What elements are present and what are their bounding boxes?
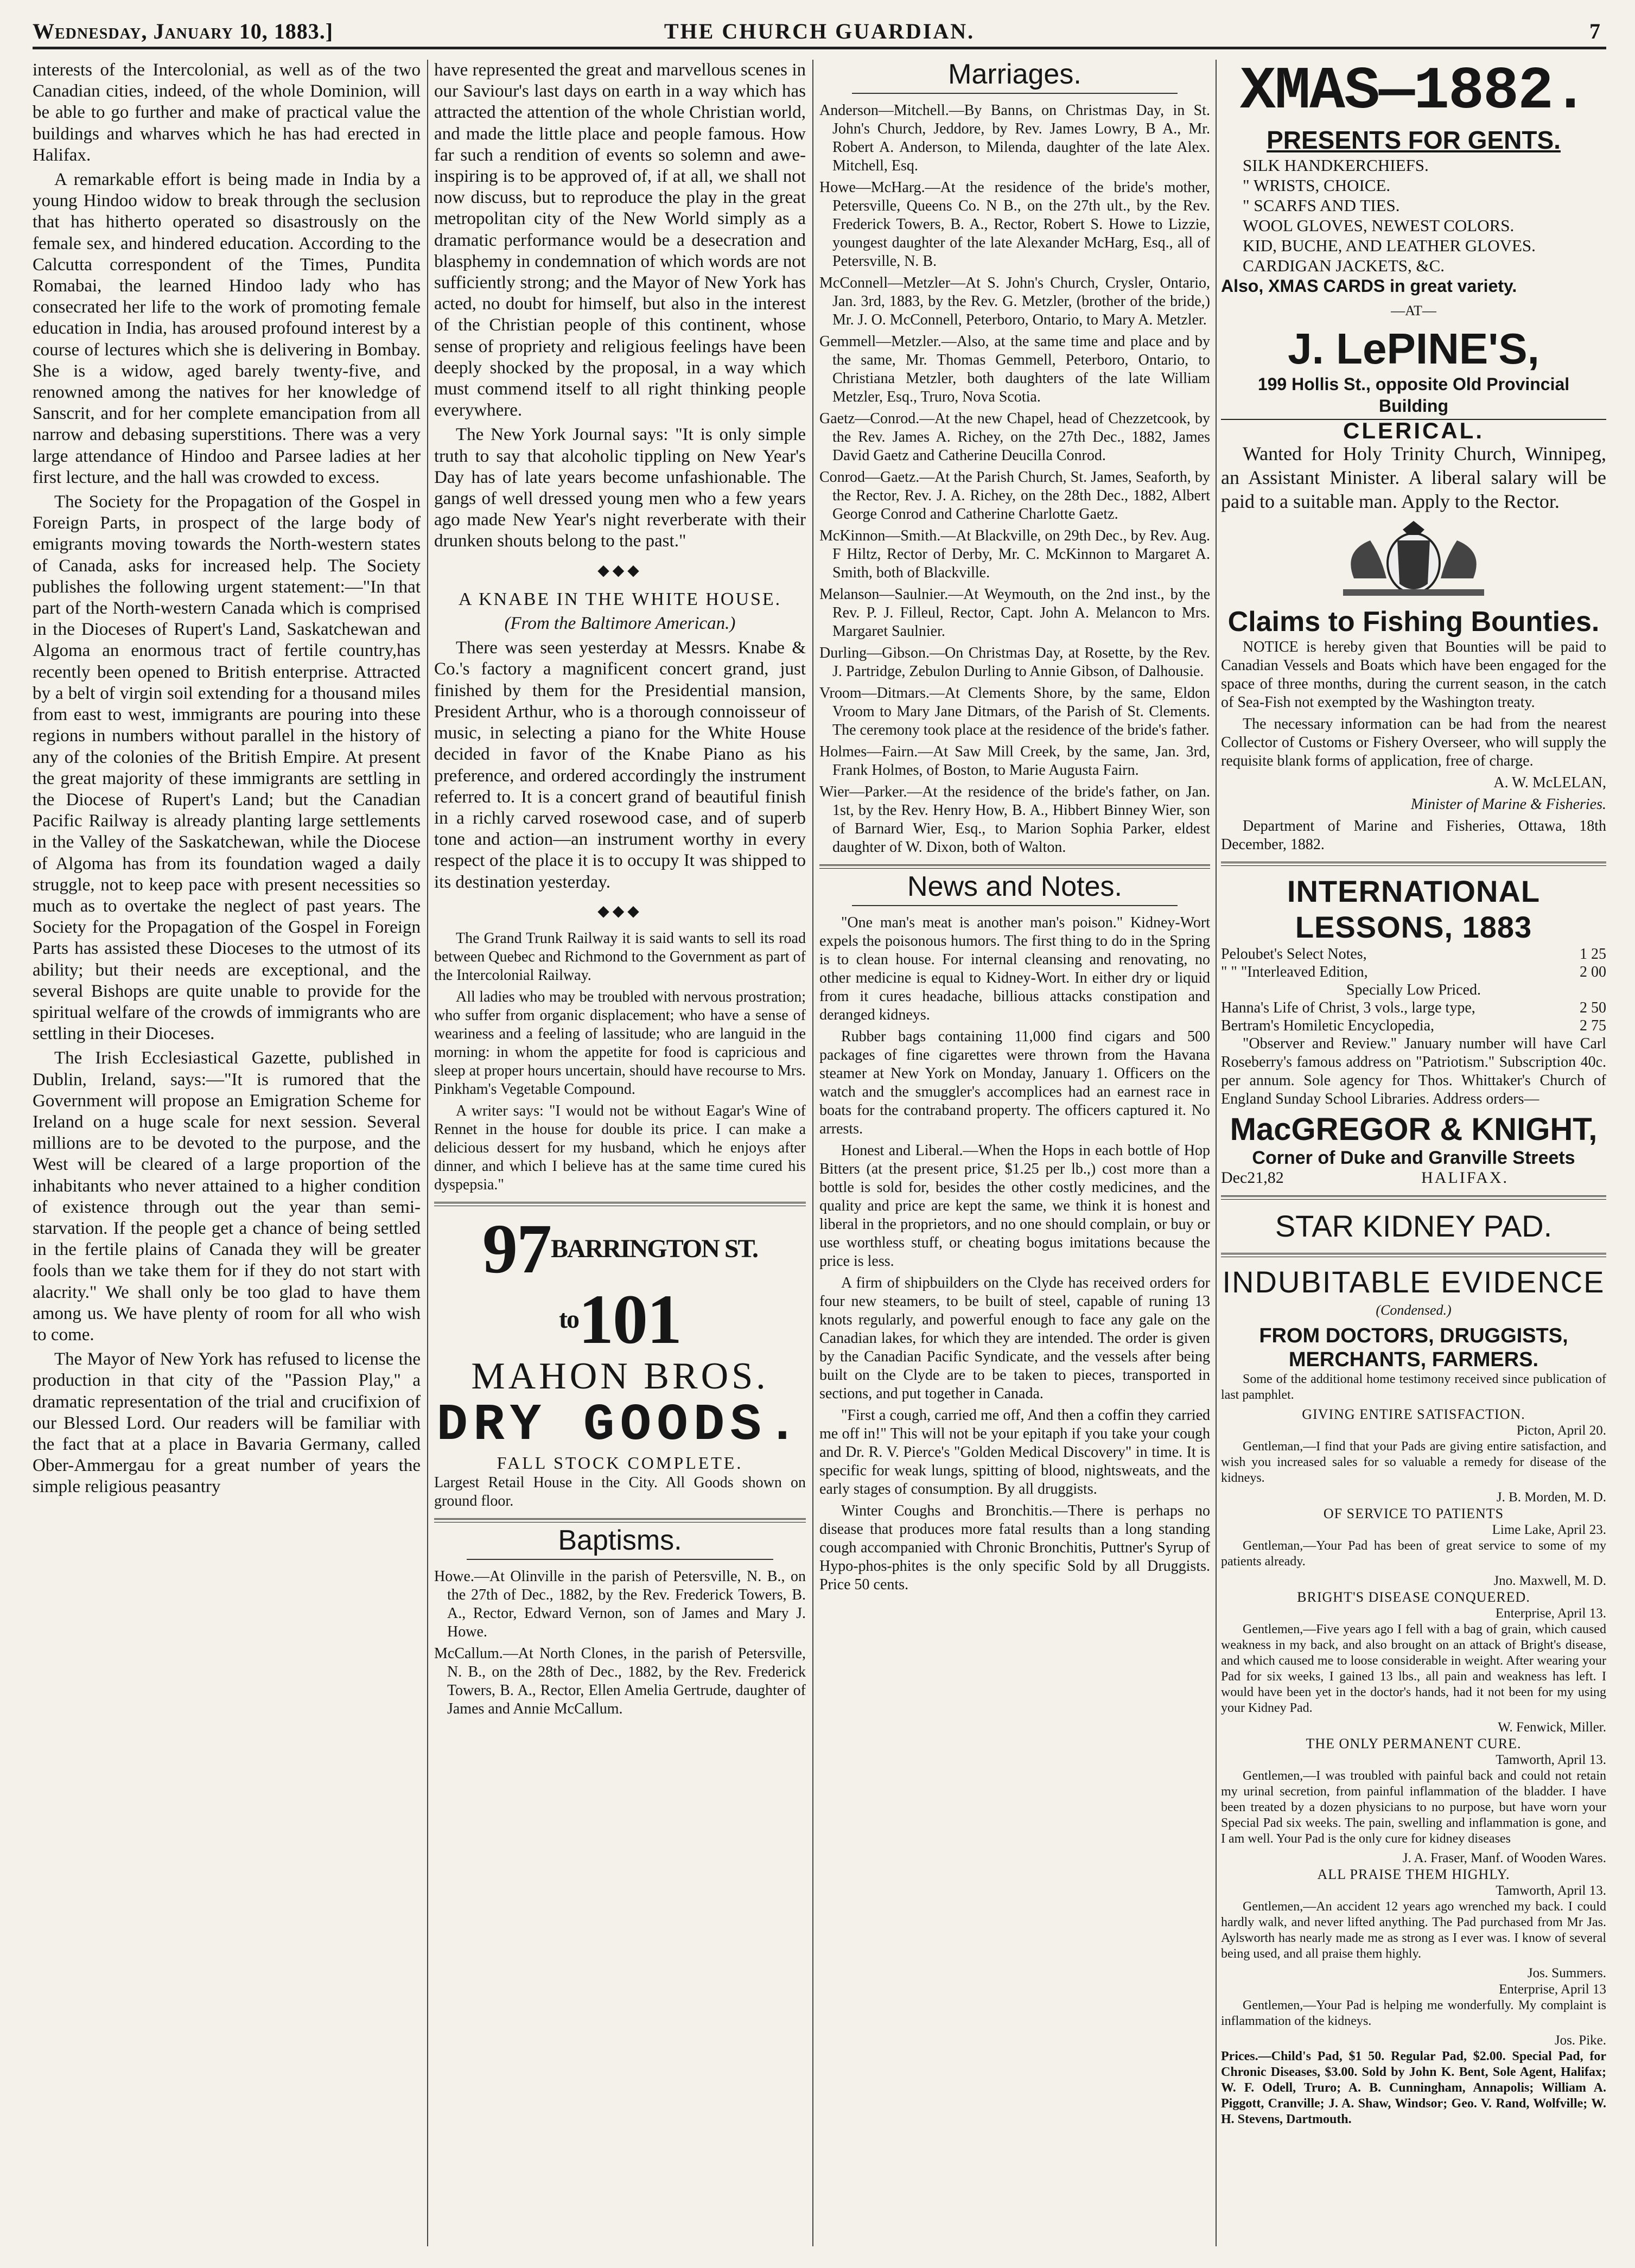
macgregor-knight-name: MacGREGOR & KNIGHT,: [1230, 1111, 1598, 1147]
price-row: [1221, 963, 1606, 981]
claims-text: NOTICE is hereby given that Bounties will be paid to Canadian Vessels and Boats which have been engaged for the space of three months, during the current season, in the catch of Sea-Fish not exempted by the Washington treaty.: [1221, 638, 1606, 711]
column-3: [819, 60, 1210, 2246]
price-value: 1 25: [1580, 945, 1606, 963]
ad-store-name: MAHON BROS.: [471, 1355, 769, 1397]
baptism-entry: McCallum.—At North Clones, in the parish of Petersville, N. B., on the 28th of Dec., 1882, by the Rev. Frederick Towers, B. A., Rector, Ellen Amelia Gertrude, daughter of James and Annie McCallum.: [434, 1645, 806, 1718]
column-1: [33, 60, 421, 2246]
lepine-address: 199 Hollis St., opposite Old Provincial Building: [1221, 373, 1606, 420]
testimonial-heading: OF SERVICE TO PATIENTS: [1323, 1505, 1504, 1521]
xmas-ad-title: XMAS—1882.: [1239, 60, 1588, 126]
marriage-entry: Melanson—Saulnier.—At Weymouth, on the 2nd inst., by the Rev. P. J. Filleul, Rector, Capt. John A. Melancon to Mrs. Margaret Saulnier.: [819, 586, 1210, 640]
marriage-entry: Wier—Parker.—At the residence of the bride's father, on Jan. 1st, by the Rev. Henry How, B. A., Hibbert Binney Wier, son of Barnard Wier, Esq., to Marion Sophia Parker, eldest daughter of W. Dixon, both of Walton.: [819, 783, 1210, 856]
article-paragraph: interests of the Intercolonial, as well as of the two Canadian cities, indeed, of the whole Dominion, will be able to go further and make of practical value the buildings and wharves which he has had erected in Halifax.: [33, 60, 421, 165]
testimonial: [1221, 1736, 1606, 1866]
marriage-entry: Durling—Gibson.—On Christmas Day, at Rosette, by the Rev. J. Partridge, Zebulon Durling to Annie Gibson, of Dalhousie.: [819, 645, 1210, 680]
royal-crest-icon: [1321, 519, 1506, 600]
price-value: 2 50: [1580, 999, 1606, 1016]
price-row: [1221, 945, 1606, 963]
testimonial-signature: Jos. Pike.: [1554, 2033, 1606, 2048]
ad-note: Largest Retail House in the City. All Goods shown on ground floor.: [434, 1474, 806, 1510]
news-item: "First a cough, carried me off, And then a coffin they carried me off in!" This will not be your epitaph if you take your cough and Dr. R. V. Pierce's "Golden Medical Discovery" in time. It is specific for weak lungs, spitting of blood, nightsweats, and the early stages of consumption. By all druggists.: [819, 1407, 1210, 1498]
baptism-entry: Howe.—At Olinville in the parish of Petersville, N. B., on the 27th of Dec., 1882, by the Rev. Frederick Towers, B. A., Rector, Edward Vernon, son of James and Mary J. Howe.: [434, 1568, 806, 1641]
macgregor-city: HALIFAX.: [1421, 1168, 1509, 1187]
divider: [467, 1559, 773, 1560]
ad-border: [1221, 862, 1606, 866]
ad-border: [1221, 1195, 1606, 1200]
kidney-pad-prices: Prices.—Child's Pad, $1 50. Regular Pad, $2.00. Special Pad, for Chronic Diseases, $3.00. Sold by John K. Bent, Sole Agent, Halifax; W. F. Odell, Truro; A. B. Cunningham, Annapolis; William A. Piggott, Cranville; J. A. Shaw, Windsor; Geo. V. Rand, Wolfville; W. H. Stevens, Dartmouth.: [1221, 2049, 1606, 2126]
news-item: All ladies who may be troubled with nervous prostration; who suffer from organic displacement; who have a sense of weariness and a feeling of lassitude; who are languid in the morning: in whom the appetite for food is capricious and sleep at proper hours uncertain, should have recourse to Mrs. Pinkham's Vegetable Compound.: [434, 988, 806, 1098]
price-row: [1221, 981, 1606, 999]
ad-address: [434, 1209, 806, 1359]
article-paragraph: The Society for the Propagation of the Gospel in Foreign Parts, in prospect of the large body of emigrants moving towards the North-western states of Canada, asks for increased help. The Society publishes the following urgent statement:—"In that part of the North-western Canada which is comprised in the Dioceses of Rupert's Land, Saskatchewan and Algoma an enormous tract of fertile country,has recently been opened to British enterprise. Attracted by a belt of virgin soil extending for a thousand miles from east to west, immigrants are pouring into these regions in numbers without parallel in the history of any of the colonies of the British Empire. At present the great majority of these immigrants are settling in the Diocese of Rupert's Land; but the Canadian Pacific Railway is already planting large settlements in the Valley of the Saskatchewan, while the Diocese of Algoma has from its foundation waged a daily struggle, not to keep pace with present necessities so much as to overtake the neglect of past years. The Society for the Propagation of the Gospel in Foreign Parts has assisted these Dioceses to the utmost of its ability; but their needs are exceptional, and the several Bishops are quite unable to provide for the spiritual welfare of the crowds of immigrants who are settling in their Dioceses.: [33, 492, 421, 1044]
testimonial-heading: GIVING ENTIRE SATISFACTION.: [1302, 1406, 1525, 1422]
section-border: [819, 864, 1210, 869]
price-value: 2 00: [1580, 963, 1606, 980]
testimonial-place: Lime Lake, April 23.: [1492, 1522, 1606, 1537]
ad-border: [1221, 1253, 1606, 1257]
testimonial: [1221, 1866, 1606, 1982]
macgregor-date: Dec21,82: [1221, 1168, 1284, 1187]
lepine-name: J. LePINE'S,: [1288, 324, 1539, 373]
news-item: A firm of shipbuilders on the Clyde has received orders for four new steamers, to be built of steel, capable of runing 13 knots regularly, and powerful enough to face any gale on the Canadian lakes, for which they are intended. The order is given by the Canadian Pacific Syndicate, and the vessels after being built on the Clyde are to be taken to pieces, transported in sections, and put together in Canada.: [819, 1275, 1210, 1403]
testimonial-signature: Jno. Maxwell, M. D.: [1493, 1573, 1606, 1588]
article-paragraph: A remarkable effort is being made in India by a young Hindoo widow to break through the seclusion that has hitherto operated so disastrously on the female sex, and hindered education. According to the Calcutta correspondent of the Times, Pundita Romabai, the learned Hindoo lady who has consecrated her life to the work of promoting female education in India, has aroused profound interest by a course of lectures which she is delivering in Bombay. She is a widow, aged barely twenty-five, and renowned among the natives for her knowledge of Sanscrit, and for her complete emancipation from all narrow and debasing superstitions. There was a very large attendance of Hindoo and Parsee ladies at her first lecture, and the hall was crowded to excess.: [33, 170, 421, 487]
marriages-title: Marriages.: [948, 60, 1081, 90]
indubitable-title: INDUBITABLE EVIDENCE: [1222, 1264, 1605, 1299]
marriage-entry: Anderson—Mitchell.—By Banns, on Christmas Day, in St. John's Church, Jeddore, by Rev. James Lowry, B A., Mr. Robert A. Anderson, to Milenda, daughter of the late Alex. Mitchell, Esq.: [819, 102, 1210, 175]
testimonial-signature: Jos. Summers.: [1527, 1965, 1606, 1980]
section-divider: ◆◆◆: [597, 902, 642, 920]
knabe-source: (From the Baltimore American.): [504, 614, 736, 634]
testimonial-place: Tamworth, April 13.: [1496, 1752, 1606, 1767]
column-4: [1221, 60, 1606, 2246]
claims-signature: A. W. McLELAN,: [1493, 774, 1606, 791]
testimonial-place: Tamworth, April 13.: [1496, 1883, 1606, 1898]
xmas-list-item: KID, BUCHE, AND LEATHER GLOVES.: [1243, 236, 1536, 255]
ad-border: [434, 1518, 806, 1522]
ad-stock: FALL STOCK COMPLETE.: [497, 1452, 743, 1473]
news-item: Rubber bags containing 11,000 find cigars and 500 packages of fine cigarettes were thrown from the Havana steamer at New York on Monday, January 1. Officers on the watch and the smuggler's accomplices had an earnest race in boats for the contraband property. The officers captured it. No arrests.: [819, 1028, 1210, 1138]
xmas-list-item: SILK HANDKERCHIEFS.: [1243, 156, 1429, 175]
marriage-entry: Conrod—Gaetz.—At the Parish Church, St. James, Seaforth, by the Rector, Rev. J. A. Richey, on the 28th Dec., 1882, Albert George Conrod and Catherine Charlotte Gaetz.: [819, 469, 1210, 523]
testimonial-heading: THE ONLY PERMANENT CURE.: [1306, 1735, 1522, 1751]
article-paragraph: The Mayor of New York has refused to license the production in that city of the "Passion Play," a dramatic representation of the trial and crucifixion of our Blessed Lord. Our readers will be familiar with the fact that at a place in Bavaria Germany, called Ober-Ammergau for a great number of years the simple religious peasantry: [33, 1349, 421, 1497]
testimonial: [1221, 1982, 1606, 2049]
claims-text: The necessary information can be had from the nearest Collector of Customs or Fishery Overseer, who will supply the requisite blank forms of application, free of charge.: [1221, 715, 1606, 769]
news-item: "One man's meat is another man's poison." Kidney-Wort expels the poisonous humors. The first thing to do in the Spring is to clean house. For internal cleansing and renovating, no other medicine is equal to Kidney-Wort. In either dry or liquid from it cures headache, billious attacks constipation and deranged kidneys.: [819, 914, 1210, 1024]
xmas-list-item: " SCARFS AND TIES.: [1243, 196, 1400, 215]
column-rule: [812, 60, 813, 2246]
price-item: " " "Interleaved Edition,: [1221, 963, 1368, 980]
price-item: Bertram's Homiletic Encyclopedia,: [1221, 1017, 1435, 1034]
testimonial-signature: W. Fenwick, Miller.: [1498, 1719, 1606, 1735]
marriage-entry: McConnell—Metzler—At S. John's Church, Crysler, Ontario, Jan. 3rd, 1883, by the Rev. G. Metzler, (brother of the bride,) Mr. J. O. McConnell, Peterboro, Ontario, to Mary A. Metzler.: [819, 275, 1210, 329]
ad-dry-goods: DRY GOODS.: [436, 1395, 804, 1455]
at-label: —AT—: [1391, 303, 1436, 319]
news-item: Honest and Liberal.—When the Hops in each bottle of Hop Bitters (at the present price, $1.25 per lb.,) cost more than a bottle is sold for, besides the other costly medicines, and the quality and price are kept the same, we think it is honest and liberal in the proprietors, and no one should complain, or buy or use worthless stuff, or cheating bogus imitations because the price is less.: [819, 1142, 1210, 1270]
intl-text: "Observer and Review." January number will have Carl Roseberry's famous address on "Patriotism." Subscription 40c. per annum. Sole agency for Thos. Whittaker's Church of England Sunday School Libraries. Address orders—: [1221, 1035, 1606, 1107]
testimonial-body: Gentlemen,—Five years ago I fell with a bag of grain, which caused weakness in my back, and also brought on an attack of Bright's disease, and which caused me to loose considerable in weight. After wearing your Pad for six weeks, I gained 13 lbs., all pain and weakness has left. I would have been yet in the doctor's hands, had it not been for my using your Kidney Pad.: [1221, 1622, 1606, 1715]
clerical-title: CLERICAL.: [1343, 418, 1484, 444]
ad-street: BARRINGTON ST. to: [551, 1234, 758, 1334]
clerical-text: Wanted for Holy Trinity Church, Winnipeg, an Assistant Minister. A liberal salary will be paid to a suitable man. Apply to the Rector.: [1221, 442, 1606, 512]
price-row: [1221, 999, 1606, 1017]
article-paragraph: The Irish Ecclesiastical Gazette, published in Dublin, Ireland, says:—"It is rumored that the Government will propose an Emigration Scheme for Ireland on a huge scale for next session. Several millions are to be devoted to the purpose, and the West will be cleared of a large proportion of the inhabitants who never attained to a higher condition of existence through out the year than semi-starvation. If the people get a chance of being settled in the fertile plains of Canada they will be greater fools than we take them for if they do not start with alacrity." We shall only be too glad to have them among us. We have plenty of room for all who wish to come.: [33, 1048, 421, 1345]
issue-date: Wednesday, January 10, 1883.]: [33, 19, 334, 43]
marriage-entry: Vroom—Ditmars.—At Clements Shore, by the same, Eldon Vroom to Mary Jane Ditmars, of the Parish of St. Clements. The ceremony took place at the residence of the bride's father.: [819, 685, 1210, 739]
divider: [852, 905, 1178, 906]
testimonial-body: Gentleman,—Your Pad has been of great service to some of my patients already.: [1221, 1538, 1606, 1569]
price-row: [1221, 1017, 1606, 1035]
macgregor-footer: [1221, 1168, 1606, 1188]
page-header: [33, 16, 1606, 49]
news-item: A writer says: "I would not be without Eagar's Wine of Rennet in the house for double its price. I can make a delicious dessert for my husband, which he enjoys after dinner, and which I believe has at the same time cured his dyspepsia.": [434, 1102, 806, 1193]
ad-border: [434, 1202, 806, 1206]
newspaper-title: THE CHURCH GUARDIAN.: [664, 19, 975, 43]
testimonial: [1221, 1406, 1606, 1506]
testimonial-heading: ALL PRAISE THEM HIGHLY.: [1317, 1866, 1510, 1882]
ad-number-right: 101: [578, 1280, 681, 1359]
column-rule: [1216, 60, 1217, 2246]
claims-title: Claims to Fishing Bounties.: [1227, 606, 1600, 638]
condensed-label: (Condensed.): [1376, 1302, 1452, 1318]
marriage-entry: Gaetz—Conrod.—At the new Chapel, head of Chezzetcook, by the Rev. James A. Richey, on the 27th Dec., 1882, James David Gaetz and Catherine Deucilla Conrod.: [819, 410, 1210, 464]
price-value: 2 75: [1580, 1017, 1606, 1034]
intl-lessons-title: INTERNATIONAL LESSONS, 1883: [1287, 874, 1541, 944]
testimonial-body: Gentlemen,—An accident 12 years ago wrenched my back. I could hardly walk, and never lifted anything. The Pad purchased from Mr Jas. Aylsworth has nearly made me as strong as I ever was. I know of several being used, and all praise them highly.: [1221, 1899, 1606, 1961]
news-title: News and Notes.: [907, 871, 1122, 903]
testimonial: [1221, 1589, 1606, 1736]
price-item: Hanna's Life of Christ, 3 vols., large type,: [1221, 999, 1475, 1016]
testimonial-body: Gentlemen,—Your Pad is helping me wonderfully. My complaint is inflammation of the kidneys.: [1221, 1998, 1606, 2028]
xmas-ad-subtitle: PRESENTS FOR GENTS.: [1267, 126, 1561, 154]
news-item: Winter Coughs and Bronchitis.—There is perhaps no disease that produces more fatal results than a long standing cough accompanied with Chronic Bronchitis, Puttner's Syrup of Hypo-phos-phites is the only specific Sold by all Druggists. Price 50 cents.: [819, 1502, 1210, 1594]
xmas-list-item: " WRISTS, CHOICE.: [1243, 176, 1391, 195]
star-kidney-pad-title: STAR KIDNEY PAD.: [1275, 1208, 1553, 1243]
divider: [852, 93, 1178, 94]
marriage-entry: Howe—McHarg.—At the residence of the bride's mother, Petersville, Queens Co. N B., on the 27th ult., by the Rev. Frederick Towers, B. A., Rector, Robert S. Howe to Lizzie, youngest daughter of the late Alexander McHarg, Esq., all of Petersville, N. B.: [819, 179, 1210, 270]
testimonial-signature: J. A. Fraser, Manf. of Wooden Wares.: [1402, 1850, 1606, 1865]
ad-number-left: 97: [482, 1209, 551, 1288]
page-number: 7: [1589, 19, 1601, 43]
macgregor-address: Corner of Duke and Granville Streets: [1252, 1147, 1575, 1168]
claims-role: Minister of Marine & Fisheries.: [1410, 795, 1606, 813]
section-divider: ◆◆◆: [597, 562, 642, 579]
marriage-entry: McKinnon—Smith.—At Blackville, on 29th Dec., by Rev. Aug. F Hiltz, Rector of Derby, Mr. C. McKinnon to Margaret A. Smith, both of Blackville.: [819, 527, 1210, 582]
testimonial-place: Enterprise, April 13: [1499, 1982, 1606, 1997]
from-title: FROM DOCTORS, DRUGGISTS, MERCHANTS, FARMERS.: [1259, 1324, 1568, 1371]
testimonial-body: Gentleman,—I find that your Pads are giving entire satisfaction, and wish you increased sales for so valuable a remedy for disease of the kidneys.: [1221, 1439, 1606, 1485]
news-item: The Grand Trunk Railway it is said wants to sell its road between Quebec and Richmond to the Government as part of the Intercolonial Railway.: [434, 929, 806, 984]
article-paragraph: The New York Journal says: "It is only simple truth to say that alcoholic tippling on New Year's Day has of late years become unfashionable. The gangs of well dressed young men who a few years ago made New Year's night reverberate with their drunken shouts belong to the past.": [434, 425, 806, 551]
testimonial-place: Enterprise, April 13.: [1495, 1606, 1606, 1621]
column-2: [434, 60, 806, 2246]
knabe-text: There was seen yesterday at Messrs. Knabe & Co.'s factory a magnificent concert grand, just finished by them for the Presidential mansion, President Arthur, who is a thorough connoisseur of music, in selecting a piano for the White House decided in favor of the Knabe Piano as his preference, and ordered accordingly the instrument referred to. It is a concert grand of beautiful finish in a richly carved rosewood case, and of superb tone and action—an instrument worthy in every respect of the place it is to occupy It was shipped to its destination yesterday.: [434, 638, 806, 892]
marriage-entry: Gemmell—Metzler.—Also, at the same time and place and by the same, Mr. Thomas Gemmell, Peterboro, Ontario, to Christiana Metzler, both daughters of the late William Metzler, Esq., Truro, Nova Scotia.: [819, 333, 1210, 406]
marriage-entry: Holmes—Fairn.—At Saw Mill Creek, by the same, Jan. 3rd, Frank Holmes, of Boston, to Marie Augusta Fairn.: [819, 743, 1210, 779]
price-item: Specially Low Priced.: [1346, 981, 1481, 998]
xmas-list-item: CARDIGAN JACKETS, &C.: [1243, 256, 1445, 275]
testimonial-place: Picton, April 20.: [1516, 1423, 1606, 1438]
knabe-title: A KNABE IN THE WHITE HOUSE.: [458, 589, 782, 609]
testimonial-heading: BRIGHT'S DISEASE CONQUERED.: [1297, 1589, 1530, 1605]
testimonial: [1221, 1506, 1606, 1589]
mahon-bros-ad: [434, 1209, 806, 1511]
intro-text: Some of the additional home testimony received since publication of last pamphlet.: [1221, 1372, 1606, 1402]
article-paragraph: have represented the great and marvellous scenes in our Saviour's last days on earth in a way which has attracted the attention of the whole Christian world, and made the little place and people famous. How far such a rendition of events so solemn and awe-inspiring is to be approved of, if at all, we shall not now discuss, but to reproduce the play in the great metropolitan city of the New World simply as a dramatic performance would be a desecration and blasphemy in condemnation of which words are not sufficiently strong; and the Mayor of New York has acted, no doubt for himself, but also in the interest of the Christian people of this continent, whose sense of propriety and religious feelings have been deeply shocked by the proposal, in a way which must commend itself to all right thinking people everywhere.: [434, 60, 806, 421]
price-item: Peloubet's Select Notes,: [1221, 945, 1367, 963]
testimonial-signature: J. B. Morden, M. D.: [1496, 1489, 1606, 1505]
xmas-list-item: WOOL GLOVES, NEWEST COLORS.: [1243, 216, 1515, 235]
claims-department: Department of Marine and Fisheries, Ottawa, 18th December, 1882.: [1221, 817, 1606, 853]
baptisms-title: Baptisms.: [558, 1525, 682, 1557]
column-rule: [427, 60, 428, 2246]
xmas-cards: Also, XMAS CARDS in great variety.: [1221, 276, 1517, 296]
testimonial-body: Gentlemen,—I was troubled with painful back and could not retain my urinal secretion, from painful inflammation of the bladder. I have been treated by a dozen physicians to no purpose, but have worn your Special Pad six weeks. The pain, swelling and inflammation is gone, and I am well. Your Pad is the only cure for kidney diseases: [1221, 1768, 1606, 1846]
